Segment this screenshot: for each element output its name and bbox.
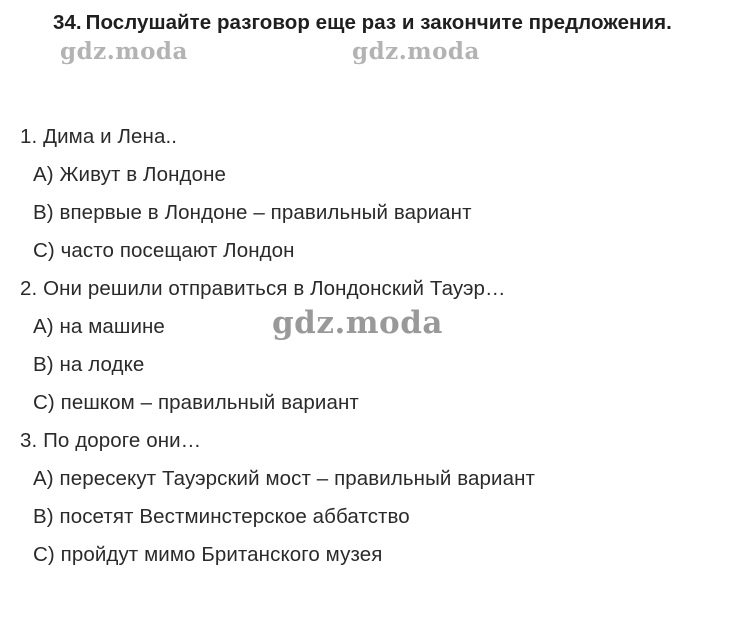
- task-number: 34.: [53, 11, 82, 34]
- task-title: [53, 11, 672, 35]
- question-1-option-b: B) впервые в Лондоне – правильный вариант: [33, 201, 472, 224]
- question-2-prompt: 2. Они решили отправиться в Лондонский Тауэр…: [20, 277, 506, 300]
- question-1-option-c: C) часто посещают Лондон: [33, 239, 295, 262]
- task-title-text: Послушайте разговор еще раз и закончите предложения.: [85, 11, 672, 34]
- question-2-option-c: C) пешком – правильный вариант: [33, 391, 359, 414]
- question-2-option-a: A) на машине: [33, 315, 165, 338]
- question-3-option-a: A) пересекут Тауэрский мост – правильный вариант: [33, 467, 535, 490]
- watermark-logo: gdz.moda: [60, 38, 188, 65]
- question-3-option-b: B) посетят Вестминстерское аббатство: [33, 505, 410, 528]
- question-1-prompt: 1. Дима и Лена..: [20, 125, 178, 148]
- watermark-logo: gdz.moda: [272, 305, 443, 341]
- question-1-option-a: A) Живут в Лондоне: [33, 163, 226, 186]
- question-3-option-c: C) пройдут мимо Британского музея: [33, 543, 383, 566]
- question-2-option-b: B) на лодке: [33, 353, 145, 376]
- watermark-logo: gdz.moda: [352, 38, 480, 65]
- question-3-prompt: 3. По дороге они…: [20, 429, 202, 452]
